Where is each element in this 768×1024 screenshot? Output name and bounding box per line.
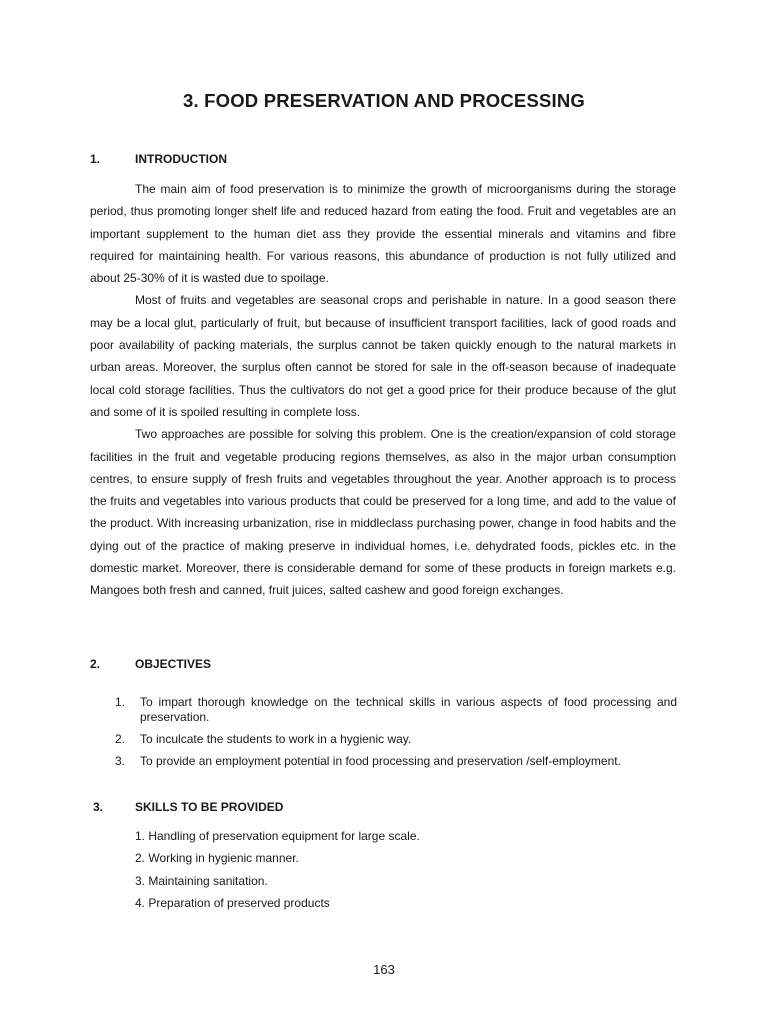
list-item-text: To impart thorough knowledge on the technical skills in various aspects of food processing and preservation.: [140, 695, 677, 724]
section-title: INTRODUCTION: [135, 152, 227, 166]
objectives-list: [115, 695, 677, 776]
list-item-number: 1.: [115, 695, 126, 709]
section-number: 3.: [93, 800, 104, 814]
paragraph: The main aim of food preservation is to minimize the growth of microorganisms during the storage period, thus promoting longer shelf life and reduced hazard from eating the food. Fruit and vegetables are an important supplement to the human diet ass they provide the essential minerals and vitamins and fibre required for maintaining health. For various reasons, this abundance of production is not fully utilized and about 25-30% of it is wasted due to spoilage.: [90, 182, 676, 286]
section-number: 1.: [90, 152, 101, 166]
section-number: 2.: [90, 657, 101, 671]
list-item-number: 3.: [115, 754, 126, 768]
section-title: SKILLS TO BE PROVIDED: [135, 800, 284, 814]
list-item: [115, 732, 677, 747]
list-item: 2. Working in hygienic manner.: [135, 851, 299, 866]
paragraph: Two approaches are possible for solving this problem. One is the creation/expansion of cold storage facilities in the fruit and vegetable producing regions themselves, as also in the major urban consumption centres, to ensure supply of fresh fruits and vegetables throughout the year. Another approach is to process the fruits and vegetables into various products that could be preserved for a long time, and add to the value of the product. With increasing urbanization, rise in middleclass purchasing power, change in food habits and the dying out of the practice of making preserve in individual homes, i.e. dehydrated foods, pickles etc. in the domestic market. Moreover, there is considerable demand for some of these products in foreign markets e.g. Mangoes both fresh and canned, fruit juices, salted cashew and good foreign exchanges.: [90, 427, 676, 598]
paragraph: Most of fruits and vegetables are seasonal crops and perishable in nature. In a good season there may be a local glut, particularly of fruit, but because of insufficient transport facilities, lack of good roads and poor availability of packing materials, the surplus cannot be taken quickly enough to the natural markets in urban areas. Moreover, the surplus often cannot be stored for sale in the off-season because of inadequate local cold storage facilities. Thus the cultivators do not get a good price for their produce because of the glut and some of it is spoiled resulting in complete loss.: [90, 293, 676, 419]
introduction-body: [90, 178, 676, 602]
list-item: 3. Maintaining sanitation.: [135, 873, 268, 888]
section-title: OBJECTIVES: [135, 657, 212, 671]
page-title: 3. FOOD PRESERVATION AND PROCESSING: [182, 90, 586, 111]
list-item-number: 2.: [115, 732, 126, 746]
list-item-text: To inculcate the students to work in a hygienic way.: [140, 732, 412, 746]
list-item: [115, 754, 677, 769]
list-item: 1. Handling of preservation equipment for large scale.: [135, 829, 420, 843]
list-item-text: To provide an employment potential in food processing and preservation /self-employment.: [140, 754, 621, 768]
list-item: 4. Preparation of preserved products: [135, 895, 330, 910]
page-number: 163: [373, 962, 395, 977]
list-item: [115, 695, 677, 725]
skills-list: [135, 825, 420, 914]
